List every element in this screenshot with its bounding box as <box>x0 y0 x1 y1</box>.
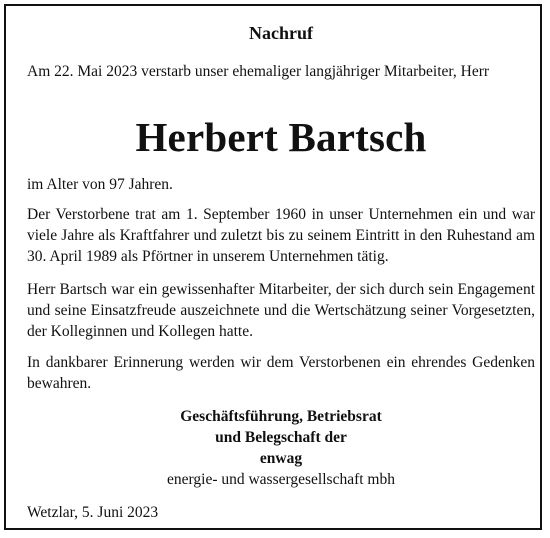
paragraph-employment: Der Verstorbene trat am 1. September 1960 in unser Unternehmen ein und war viele Jahre als Kraftfahrer und zuletzt bis zu seinem Eintritt in den Ruhestand am 30. April 1989 als Pförtner in unserem Unternehmen tätig. <box>27 206 535 265</box>
place-date: Wetzlar, 5. Juni 2023 <box>27 504 159 521</box>
signature-line-3: enwag <box>259 450 303 467</box>
notice-heading: Nachruf <box>249 23 313 43</box>
notice-frame <box>4 4 542 530</box>
signature-line-4: energie- und wassergesellschaft mbh <box>167 471 395 488</box>
paragraph-character: Herr Bartsch war ein gewissenhafter Mitarbeiter, der sich durch sein Engagement und seine Einsatzfreude auszeichnete und die Wertschätzung seiner Vorgesetzten, der Kolleginnen und Kollegen hatte. <box>27 281 535 340</box>
deceased-name: Herbert Bartsch <box>135 114 427 160</box>
intro-text: Am 22. Mai 2023 verstarb unser ehemaliger langjähriger Mitarbeiter, Herr <box>27 63 490 80</box>
signature-line-1: Geschäftsführung, Betriebsrat <box>180 408 382 425</box>
paragraph-remembrance: In dankbarer Erinnerung werden wir dem Verstorbenen ein ehrendes Gedenken bewahren. <box>27 354 535 392</box>
age-text: im Alter von 97 Jahren. <box>27 176 173 193</box>
signature-line-2: und Belegschaft der <box>215 429 347 446</box>
